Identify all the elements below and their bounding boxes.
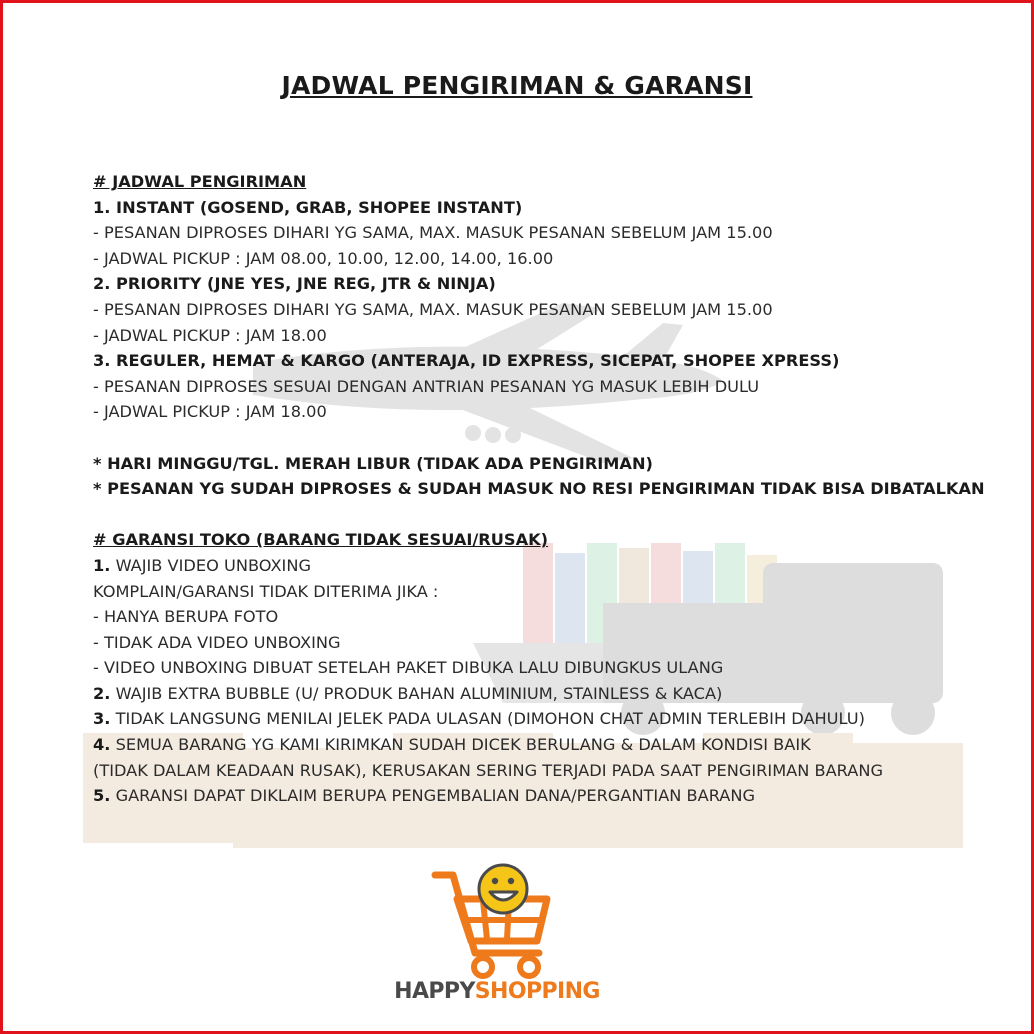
komplain-line: KOMPLAIN/GARANSI TIDAK DITERIMA JIKA : bbox=[93, 581, 439, 601]
komplain-sub-item: - HANYA BERUPA FOTO bbox=[93, 607, 279, 627]
item-text: WAJIB VIDEO UNBOXING bbox=[110, 555, 311, 575]
content-body bbox=[93, 169, 993, 809]
item-number: 4. bbox=[93, 735, 111, 755]
garansi-item-4 bbox=[93, 732, 993, 758]
jadwal-heading: # JADWAL PENGIRIMAN bbox=[93, 172, 307, 191]
item-text: GARANSI DAPAT DIKLAIM BERUPA PENGEMBALIAN DANA/PERGANTIAN BARANG bbox=[110, 786, 756, 806]
garansi-item-1 bbox=[93, 553, 993, 579]
garansi-item-3 bbox=[93, 706, 993, 732]
item-text: TIDAK LANGSUNG MENILAI JELEK PADA ULASAN (DIMOHON CHAT ADMIN TERLEBIH DAHULU) bbox=[110, 709, 865, 729]
brand-name bbox=[387, 979, 607, 1004]
garansi-heading: # GARANSI TOKO (BARANG TIDAK SESUAI/RUSAK) bbox=[93, 530, 549, 550]
brand-name-happy: HAPPY bbox=[394, 979, 475, 1004]
reguler-line: - JADWAL PICKUP : JAM 18.00 bbox=[93, 402, 327, 422]
note-item: * HARI MINGGU/TGL. MERAH LIBUR (TIDAK ADA PENGIRIMAN) bbox=[93, 453, 653, 473]
instant-line: - JADWAL PICKUP : JAM 08.00, 10.00, 12.00, 14.00, 16.00 bbox=[93, 248, 554, 268]
priority-line: - PESANAN DIPROSES DIHARI YG SAMA, MAX. MASUK PESANAN SEBELUM JAM 15.00 bbox=[93, 299, 773, 319]
komplain-sub-item: - VIDEO UNBOXING DIBUAT SETELAH PAKET DIBUKA LALU DIBUNGKUS ULANG bbox=[93, 658, 724, 678]
priority-label: 2. PRIORITY (JNE YES, JNE REG, JTR & NINJA) bbox=[93, 274, 496, 294]
komplain-sub-item: - TIDAK ADA VIDEO UNBOXING bbox=[93, 632, 341, 652]
item-number: 5. bbox=[93, 786, 111, 806]
item-text: WAJIB EXTRA BUBBLE (U/ PRODUK BAHAN ALUMINIUM, STAINLESS & KACA) bbox=[110, 683, 723, 703]
instant-label: 1. INSTANT (GOSEND, GRAB, SHOPEE INSTANT) bbox=[93, 197, 523, 217]
note-item: * PESANAN YG SUDAH DIPROSES & SUDAH MASUK NO RESI PENGIRIMAN TIDAK BISA DIBATALKAN bbox=[93, 479, 985, 499]
item-number: 3. bbox=[93, 709, 111, 729]
smiley-cart-icon bbox=[387, 861, 607, 981]
spacer bbox=[93, 425, 993, 451]
garansi-item-2 bbox=[93, 681, 993, 707]
item-number: 1. bbox=[93, 555, 111, 575]
brand-logo bbox=[387, 861, 607, 1011]
brand-name-shopping: SHOPPING bbox=[474, 979, 600, 1004]
garansi-item-5 bbox=[93, 783, 993, 809]
instant-line: - PESANAN DIPROSES DIHARI YG SAMA, MAX. MASUK PESANAN SEBELUM JAM 15.00 bbox=[93, 223, 773, 243]
reguler-line: - PESANAN DIPROSES SESUAI DENGAN ANTRIAN PESANAN YG MASUK LEBIH DULU bbox=[93, 376, 760, 396]
spacer bbox=[93, 502, 993, 528]
priority-line: - JADWAL PICKUP : JAM 18.00 bbox=[93, 325, 327, 345]
item-number: 2. bbox=[93, 683, 111, 703]
reguler-label: 3. REGULER, HEMAT & KARGO (ANTERAJA, ID EXPRESS, SICEPAT, SHOPEE XPRESS) bbox=[93, 351, 840, 371]
item-text: SEMUA BARANG YG KAMI KIRIMKAN SUDAH DICEK BERULANG & DALAM KONDISI BAIK bbox=[110, 735, 811, 755]
garansi-item-4-continued: (TIDAK DALAM KEADAAN RUSAK), KERUSAKAN SERING TERJADI PADA SAAT PENGIRIMAN BARANG bbox=[93, 760, 883, 780]
page-title: JADWAL PENGIRIMAN & GARANSI bbox=[281, 71, 753, 100]
